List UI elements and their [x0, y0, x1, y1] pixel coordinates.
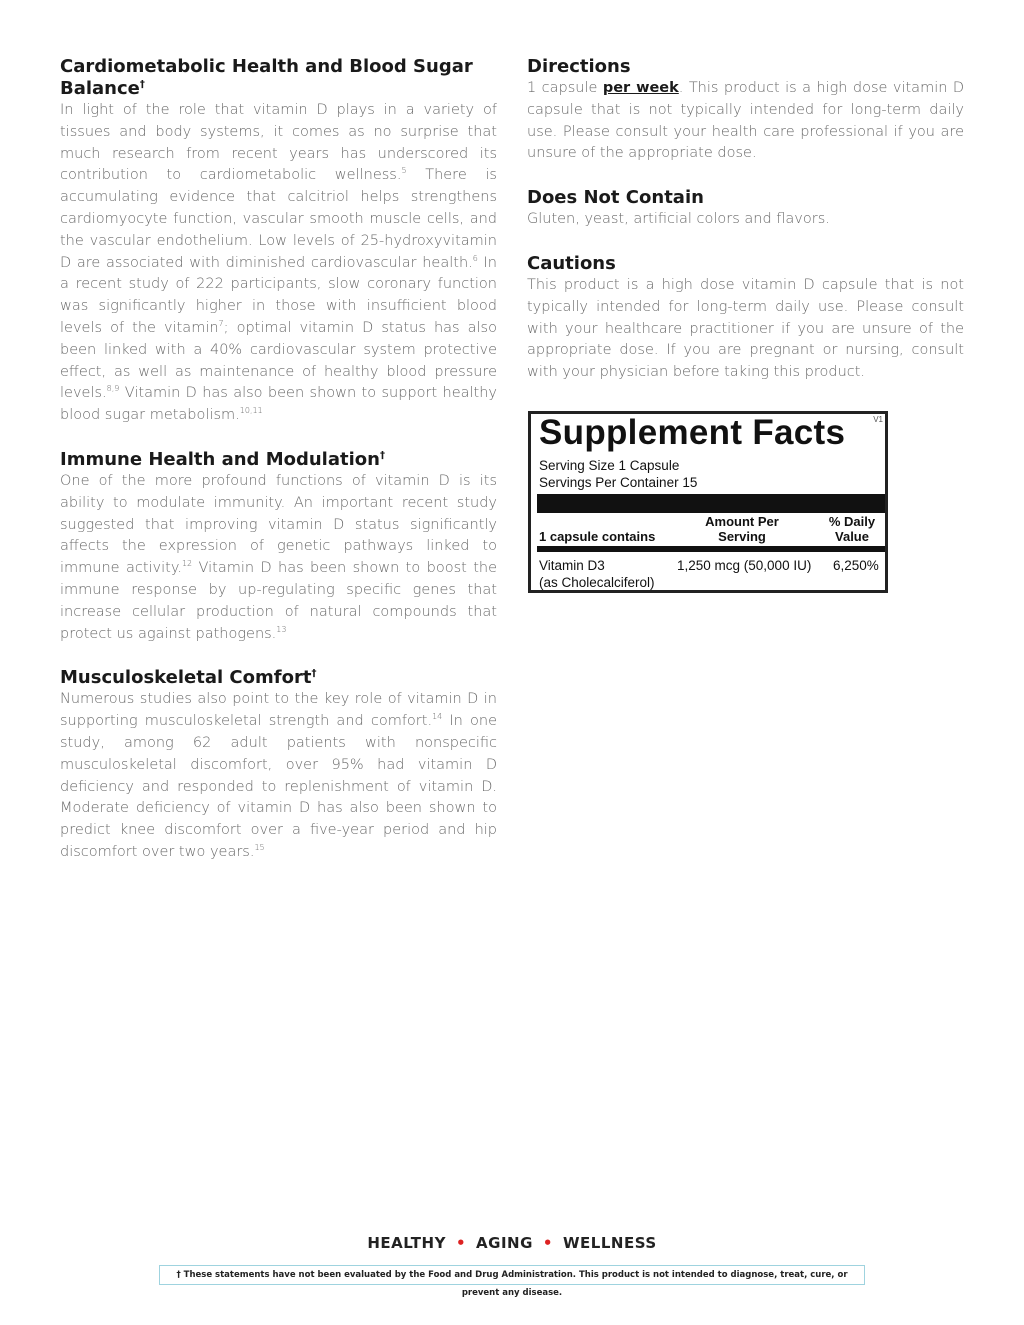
section-cautions: [527, 253, 964, 384]
body-text: 1 capsule: [527, 80, 603, 96]
serving-size: Serving Size 1 Capsule: [539, 458, 680, 473]
section-musculoskeletal: [60, 667, 497, 863]
section-cardiometabolic: [60, 56, 497, 427]
citation-ref: 13: [276, 624, 287, 634]
nutrient-amount: 1,250 mcg (50,000 IU): [677, 558, 812, 573]
citation-ref: 15: [254, 843, 265, 853]
dose-frequency: per week: [602, 80, 679, 96]
citation-ref: 6: [472, 253, 478, 263]
section-heading: [60, 56, 497, 100]
section-directions: [527, 56, 964, 165]
dagger-mark: †: [311, 668, 317, 680]
col-header-amount-line1: Amount Per: [705, 514, 779, 529]
heading-text: Musculoskeletal Comfort: [60, 667, 312, 689]
body-text: Vitamin D has been shown to boost the immune response by up-regulating specific genes that increase cellular production of natural compounds that protect us against pathogens.: [60, 560, 497, 642]
body-text: In light of the role that vitamin D plays in a variety of tissues and body systems, it comes as no surprise that much research from recent years has underscored its contribution to cardiometabolic wellness.: [60, 102, 497, 184]
body-text: . This product is a high dose vitamin D capsule that is not typically intended for long-term daily use. Please consult your health care professional if you are unsure of the appropriate dose.: [527, 80, 965, 162]
bullet-separator: •: [455, 1234, 467, 1252]
body-text: In a recent study of 222 participants, slow coronary function was significantly higher in those with insufficient blood levels of the vitamin: [60, 254, 497, 336]
col-header-daily-value: [817, 514, 887, 544]
thick-divider: [537, 494, 885, 513]
citation-ref: 7: [218, 319, 224, 329]
servings-per-container: Servings Per Container 15: [539, 475, 698, 490]
col-header-dv-line1: % Daily: [828, 514, 876, 529]
body-text: Vitamin D has also been shown to support healthy blood sugar metabolism.: [60, 385, 497, 424]
nutrient-name-line2: (as Cholecalciferol): [539, 575, 655, 590]
section-heading: Directions: [527, 56, 631, 77]
citation-ref: 5: [401, 166, 407, 176]
section-body: [60, 689, 497, 863]
version-label: V1: [873, 415, 883, 424]
section-heading: Does Not Contain: [527, 187, 704, 209]
fda-disclaimer: † These statements have not been evaluated by the Food and Drug Administration. This product is not intended to diagnose, treat, cure, or prevent any disease.: [159, 1265, 865, 1285]
citation-ref: 12: [181, 559, 193, 569]
citation-ref: 10,11: [239, 406, 263, 416]
tagline-word: HEALTHY: [367, 1234, 446, 1252]
section-does-not-contain: [527, 187, 964, 231]
section-body: [527, 78, 964, 165]
body-text: One of the more profound functions of vitamin D is its ability to modulate immunity. An important recent study suggested that improving vitamin D status significantly affects the expression of genetic pathways linked to immune activity.: [60, 472, 497, 577]
dagger-mark: †: [139, 79, 145, 90]
citation-ref: 14: [432, 712, 443, 722]
dagger-mark: †: [379, 449, 385, 461]
body-text: There is accumulating evidence that calcitriol helps strengthens cardiomyocyte function, vascular smooth muscle cells, and the vascular endothelium. Low levels of 25-hydroxyvitamin D are associated with diminished cardiovascular health.: [60, 167, 497, 271]
thin-divider: [537, 546, 885, 552]
heading-text: Immune Health and Modulation: [60, 448, 380, 470]
col-header-amount-line2: Serving: [718, 529, 766, 544]
body-text: Numerous studies also point to the key role of vitamin D in supporting musculoskeletal strength and comfort.: [60, 691, 497, 730]
nutrient-name-line1: Vitamin D3: [539, 558, 605, 573]
section-body: This product is a high dose vitamin D capsule that is not typically intended for long-term daily use. Please consult with your healthcare practitioner if you are unsure of the appropriate dose. If you are pregnant or nursing, consult with your physician before taking this product.: [527, 276, 964, 381]
footer-tagline: [0, 1234, 1024, 1252]
section-immune: [60, 449, 497, 645]
bullet-separator: •: [542, 1234, 554, 1252]
tagline-word: WELLNESS: [563, 1234, 657, 1252]
col-header-dv-line2: Value: [835, 529, 869, 544]
body-text: ; optimal vitamin D status has also been linked with a 40% cardiovascular system protective effect, as well as maintenance of healthy blood pressure levels.: [60, 319, 497, 402]
section-heading: [60, 667, 497, 689]
citation-ref: 8,9: [106, 384, 120, 394]
section-body: [60, 100, 497, 427]
nutrient-daily-value: 6,250%: [833, 558, 879, 573]
supplement-facts-panel: [528, 411, 888, 593]
section-heading: Cautions: [527, 252, 616, 274]
supplement-facts-title: Supplement Facts: [539, 413, 846, 452]
col-header-amount: [691, 514, 793, 544]
heading-text: Cardiometabolic Health and Blood Sugar Balance: [60, 56, 473, 99]
right-column: [527, 56, 964, 406]
body-text: In one study, among 62 adult patients with nonspecific musculoskeletal discomfort, over 95% had vitamin D deficiency and responded to replenishment of vitamin D. Moderate deficiency of vitamin D has also been shown to predict knee discomfort over a five-year period and hip discomfort over two years.: [60, 713, 497, 860]
section-heading: [60, 449, 497, 471]
section-body: Gluten, yeast, artificial colors and flavors.: [527, 211, 830, 228]
tagline-word: AGING: [476, 1234, 533, 1252]
col-header-contains: 1 capsule contains: [539, 529, 656, 544]
nutrient-name: [539, 557, 655, 591]
section-body: [60, 471, 497, 645]
left-column: [60, 56, 497, 886]
